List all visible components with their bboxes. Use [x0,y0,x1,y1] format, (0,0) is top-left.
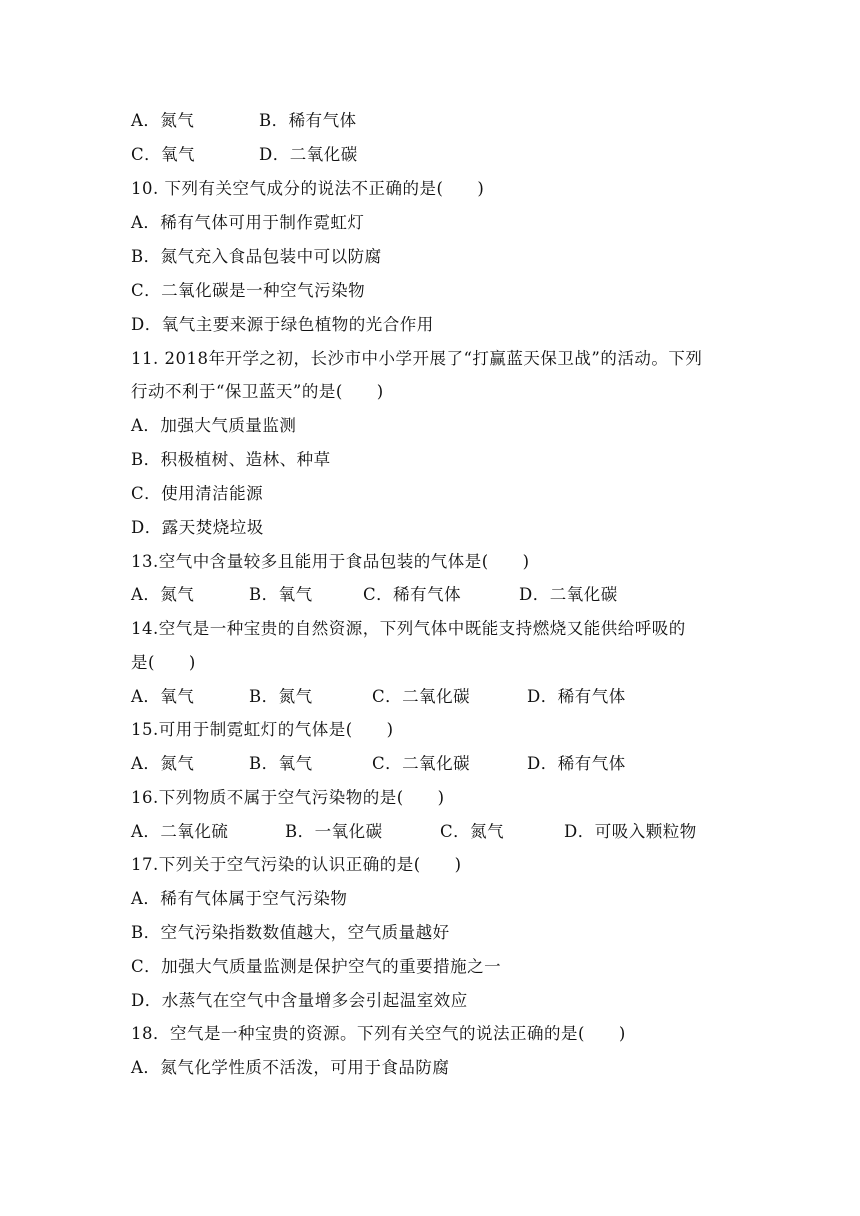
q18-stem: 18．空气是一种宝贵的资源。下列有关空气的说法正确的是( ) [131,1024,626,1043]
q14-stem-line-2: 是( ) [131,653,196,672]
q17-option-a: A．稀有气体属于空气污染物 [131,889,348,908]
q13-option-d: D．二氧化碳 [519,585,618,604]
q15-option-d: D．稀有气体 [527,754,626,773]
q13-option-b: B．氧气 [249,585,313,604]
q18-option-a: A．氮气化学性质不活泼，可用于食品防腐 [131,1058,450,1077]
q13-option-a: A．氮气 [131,585,195,604]
q14-option-c: C．二氧化碳 [372,687,471,706]
q15-stem: 15.可用于制霓虹灯的气体是( ) [131,720,394,739]
q9-option-b: B．稀有气体 [259,111,357,130]
q11-option-b: B．积极植树、造林、种草 [131,450,331,469]
q14-option-a: A．氧气 [131,687,195,706]
q15-option-c: C．二氧化碳 [372,754,471,773]
q17-option-b: B．空气污染指数数值越大，空气质量越好 [131,923,450,942]
q16-stem: 16.下列物质不属于空气污染物的是( ) [131,788,445,807]
q14-option-b: B．氮气 [249,687,313,706]
q13-stem: 13.空气中含量较多且能用于食品包装的气体是( ) [131,552,530,571]
q9-option-c: C．氧气 [131,145,196,164]
q10-option-c: C．二氧化碳是一种空气污染物 [131,281,366,300]
q14-stem-line-1: 14.空气是一种宝贵的自然资源，下列气体中既能支持燃烧又能供给呼吸的 [131,619,686,638]
q9-option-d: D．二氧化碳 [259,145,358,164]
q9-option-a: A．氮气 [131,111,195,130]
q16-option-b: B．一氧化碳 [285,822,383,841]
q11-option-d: D．露天焚烧垃圾 [131,518,264,537]
q10-stem: 10. 下列有关空气成分的说法不正确的是( ) [131,179,485,198]
q10-option-b: B．氮气充入食品包装中可以防腐 [131,247,382,266]
q11-option-a: A．加强大气质量监测 [131,416,297,435]
q10-option-d: D．氧气主要来源于绿色植物的光合作用 [131,315,434,334]
q16-option-c: C．氮气 [440,822,505,841]
q11-stem-line-2: 行动不利于“保卫蓝天”的是( ) [131,382,384,401]
q16-option-a: A．二氧化硫 [131,822,229,841]
q14-option-d: D．稀有气体 [527,687,626,706]
q16-option-d: D．可吸入颗粒物 [564,822,697,841]
q17-option-d: D．水蒸气在空气中含量增多会引起温室效应 [131,991,468,1010]
q17-stem: 17.下列关于空气污染的认识正确的是( ) [131,855,462,874]
q11-stem-line-1: 11. 2018年开学之初，长沙市中小学开展了“打赢蓝天保卫战”的活动。下列 [131,349,703,368]
q11-option-c: C．使用清洁能源 [131,484,264,503]
q17-option-c: C．加强大气质量监测是保护空气的重要措施之一 [131,957,502,976]
q10-option-a: A．稀有气体可用于制作霓虹灯 [131,213,365,232]
q15-option-b: B．氧气 [249,754,313,773]
q15-option-a: A．氮气 [131,754,195,773]
q13-option-c: C．稀有气体 [363,585,462,604]
